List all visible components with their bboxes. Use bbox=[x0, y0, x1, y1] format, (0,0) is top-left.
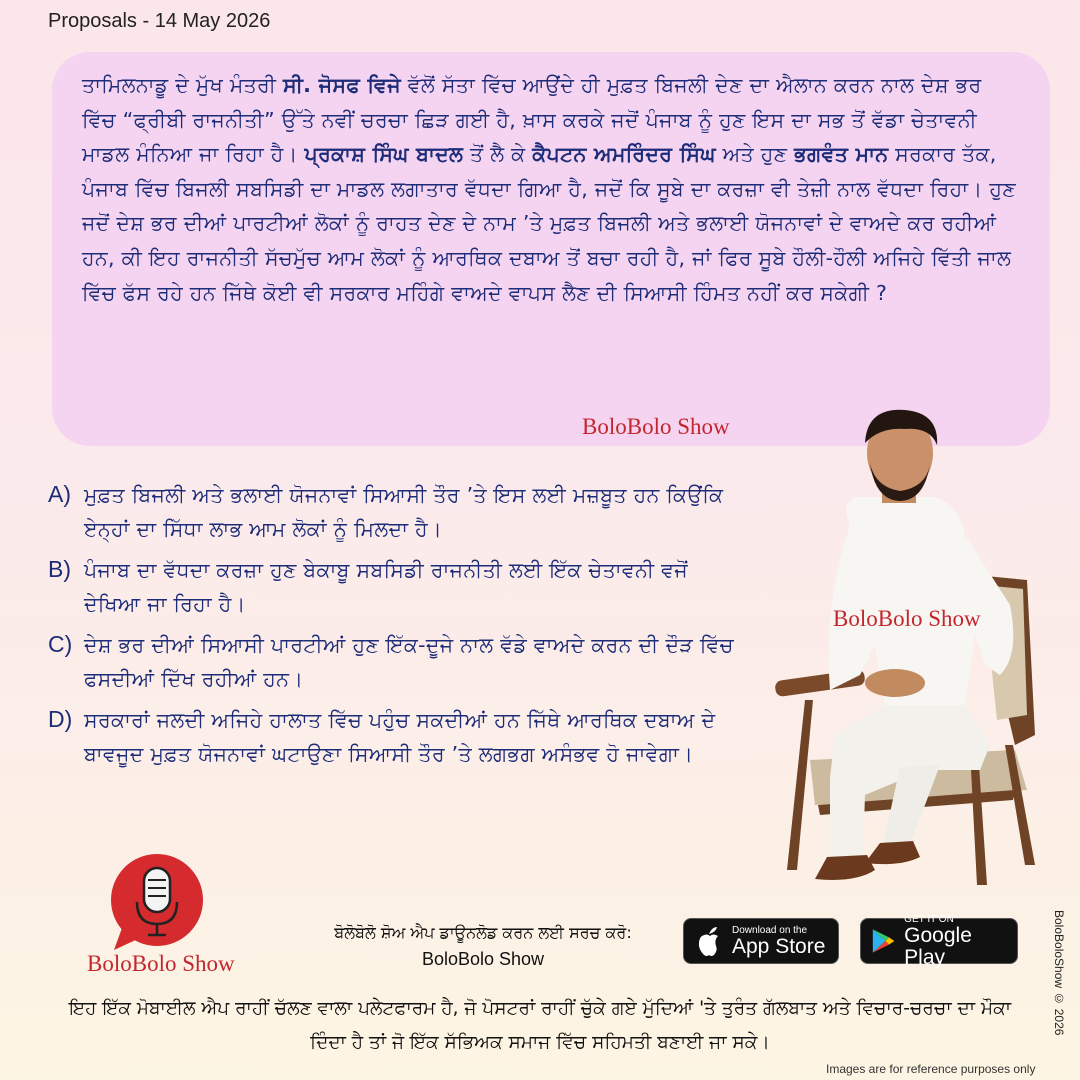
download-instruction bbox=[298, 920, 668, 972]
watermark-figure: BoloBolo Show bbox=[833, 606, 981, 631]
highlight-name: ਕੈਪਟਨ ਅਮਰਿੰਦਰ ਸਿੰਘ bbox=[532, 142, 716, 167]
footer-description: ਇਹ ਇੱਕ ਮੋਬਾਈਲ ਐਪ ਰਾਹੀਂ ਚੱਲਣ ਵਾਲਾ ਪਲੇਟਫਾਰਮ ਹੈ, ਜੋ ਪੋਸਟਰਾਂ ਰਾਹੀਂ ਚੁੱਕੇ ਗਏ ਮੁੱਦਿਆਂ 'ਤੇ ਤੁਰੰਤ ਗੱਲਬਾਤ ਅਤੇ ਵਿਚਾਰ-ਚਰਚਾ ਦਾ ਮੌਕਾ ਦਿੰਦਾ ਹੈ ਤਾਂ ਜੋ ਇੱਕ ਸੱਭਿਅਕ ਸਮਾਜ ਵਿੱਚ ਸਹਿਮਤੀ ਬਣਾਈ ਜਾ ਸਕੇ। bbox=[68, 998, 1012, 1053]
app-store-big-text: App Store bbox=[732, 934, 826, 958]
highlight-name: ਸੀ. ਜੋਸਫ ਵਿਜੇ bbox=[283, 73, 401, 97]
app-store-button[interactable] bbox=[683, 918, 839, 964]
copyright-text: BoloBoloShow © 2026 bbox=[1052, 910, 1066, 1036]
disclaimer-text: Images are for reference purposes only bbox=[826, 1062, 1036, 1076]
post-date: Proposals - 14 May 2026 bbox=[48, 10, 271, 32]
option-c[interactable] bbox=[48, 628, 738, 696]
option-letter: A) bbox=[48, 481, 71, 507]
google-play-big-text: Google Play bbox=[904, 923, 972, 969]
google-play-icon bbox=[871, 926, 896, 956]
option-text: ਸਰਕਾਰਾਂ ਜਲਦੀ ਅਜਿਹੇ ਹਾਲਾਤ ਵਿੱਚ ਪਹੁੰਚ ਸਕਦੀਆਂ ਹਨ ਜਿੱਥੇ ਆਰਥਿਕ ਦਬਾਅ ਦੇ ਬਾਵਜੂਦ ਮੁਫ਼ਤ ਯੋਜਨਾਵਾਂ ਘਟਾਉਣਾ ਸਿਆਸੀ ਤੌਰ ’ਤੇ ਲਗਭਗ ਅਸੰਭਵ ਹੋ ਜਾਵੇਗਾ। bbox=[84, 708, 716, 766]
question-text: ਤਾਮਿਲਨਾਡੂ ਦੇ ਮੁੱਖ ਮੰਤਰੀ ਸੀ. ਜੋਸਫ ਵਿਜੇ ਵੱਲੋਂ ਸੱਤਾ ਵਿੱਚ ਆਉਂਦੇ ਹੀ ਮੁਫ਼ਤ ਬਿਜਲੀ ਦੇਣ ਦਾ ਐਲਾਨ ਕਰਨ ਨਾਲ ਦੇਸ਼ ਭਰ ਵਿੱਚ “ਫ੍ਰੀਬੀ ਰਾਜਨੀਤੀ” ਉੱਤੇ ਨਵੀਂ ਚਰਚਾ ਛਿੜ ਗਈ ਹੈ, ਖ਼ਾਸ ਕਰਕੇ ਜਦੋਂ ਪੰਜਾਬ ਨੂੰ ਹੁਣ ਇਸ ਦਾ ਸਭ ਤੋਂ ਵੱਡਾ ਚੇਤਾਵਨੀ ਮਾਡਲ ਮੰਨਿਆ ਜਾ ਰਿਹਾ ਹੈ। ਪ੍ਰਕਾਸ਼ ਸਿੰਘ ਬਾਦਲ ਤੋਂ ਲੈ ਕੇ ਕੈਪਟਨ ਅਮਰਿੰਦਰ ਸਿੰਘ ਅਤੇ ਹੁਣ ਭਗਵੰਤ ਮਾਨ ਸਰਕਾਰ ਤੱਕ, ਪੰਜਾਬ ਵਿੱਚ ਬਿਜਲੀ ਸਬਸਿਡੀ ਦਾ ਮਾਡਲ ਲਗਾਤਾਰ ਵੱਧਦਾ ਗਿਆ ਹੈ, ਜਦੋਂ ਕਿ ਸੂਬੇ ਦਾ ਕਰਜ਼ਾ ਵੀ ਤੇਜ਼ੀ ਨਾਲ ਵੱਧਦਾ ਰਿਹਾ। ਹੁਣ ਜਦੋਂ ਦੇਸ਼ ਭਰ ਦੀਆਂ ਪਾਰਟੀਆਂ ਲੋਕਾਂ ਨੂੰ ਰਾਹਤ ਦੇਣ ਦੇ ਨਾਮ ’ਤੇ ਮੁਫ਼ਤ ਬਿਜਲੀ ਅਤੇ ਭਲਾਈ ਯੋਜਨਾਵਾਂ ਦੇ ਵਾਅਦੇ ਕਰ ਰਹੀਆਂ ਹਨ, ਕੀ ਇਹ ਰਾਜਨੀਤੀ ਸੱਚਮੁੱਚ ਆਮ ਲੋਕਾਂ ਨੂੰ ਆਰਥਿਕ ਦਬਾਅ ਤੋਂ ਬਚਾ ਰਹੀ ਹੈ, ਜਾਂ ਫਿਰ ਸੂਬੇ ਹੌਲੀ-ਹੌਲੀ ਅਜਿਹੇ ਵਿੱਤੀ ਜਾਲ ਵਿੱਚ ਫੱਸ ਰਹੇ ਹਨ ਜਿੱਥੇ ਕੋਈ ਵੀ ਸਰਕਾਰ ਮਹਿੰਗੇ ਵਾਅਦੇ ਵਾਪਸ ਲੈਣ ਦੀ ਸਿਆਸੀ ਹਿੰਮਤ ਨਹੀਂ ਕਰ ਸਕੇਗੀ ? bbox=[82, 73, 1016, 305]
options-list bbox=[48, 478, 738, 778]
option-text: ਮੁਫ਼ਤ ਬਿਜਲੀ ਅਤੇ ਭਲਾਈ ਯੋਜਨਾਵਾਂ ਸਿਆਸੀ ਤੌਰ ’ਤੇ ਇਸ ਲਈ ਮਜ਼ਬੂਤ ਹਨ ਕਿਉਂਕਿ ਏਨ੍ਹਾਂ ਦਾ ਸਿੱਧਾ ਲਾਭ ਆਮ ਲੋਕਾਂ ਨੂੰ ਮਿਲਦਾ ਹੈ। bbox=[84, 483, 724, 541]
google-play-small-text: GET IT ON bbox=[904, 913, 954, 925]
watermark-question: BoloBolo Show bbox=[582, 414, 730, 439]
option-letter: D) bbox=[48, 706, 73, 732]
download-line: ਬੋਲੋਬੋਲੋ ਸ਼ੋਅ ਐਪ ਡਾਊਨਲੋਡ ਕਰਨ ਲਈ ਸਰਚ ਕਰੋ: bbox=[334, 923, 632, 942]
option-d[interactable] bbox=[48, 703, 738, 771]
highlight-name: ਪ੍ਰਕਾਸ਼ ਸਿੰਘ ਬਾਦਲ bbox=[304, 142, 464, 167]
google-play-button[interactable] bbox=[860, 913, 1018, 969]
option-text: ਪੰਜਾਬ ਦਾ ਵੱਧਦਾ ਕਰਜ਼ਾ ਹੁਣ ਬੇਕਾਬੂ ਸਬਸਿਡੀ ਰਾਜਨੀਤੀ ਲਈ ਇੱਕ ਚੇਤਾਵਨੀ ਵਜੋਂ ਦੇਖਿਆ ਜਾ ਰਿਹਾ ਹੈ। bbox=[84, 558, 688, 616]
highlight-name: ਭਗਵੰਤ ਮਾਨ bbox=[794, 142, 889, 167]
option-a[interactable] bbox=[48, 478, 738, 546]
option-letter: B) bbox=[48, 556, 71, 582]
brand-logo-text: BoloBolo Show bbox=[87, 951, 235, 976]
option-text: ਦੇਸ਼ ਭਰ ਦੀਆਂ ਸਿਆਸੀ ਪਾਰਟੀਆਂ ਹੁਣ ਇੱਕ-ਦੂਜੇ ਨਾਲ ਵੱਡੇ ਵਾਅਦੇ ਕਰਨ ਦੀ ਦੌੜ ਵਿੱਚ ਫਸਦੀਆਂ ਦਿੱਖ ਰਹੀਆਂ ਹਨ। bbox=[84, 633, 734, 691]
apple-icon bbox=[694, 924, 724, 958]
option-letter: C) bbox=[48, 631, 73, 657]
option-b[interactable] bbox=[48, 553, 738, 621]
seated-man-illustration bbox=[735, 405, 1065, 895]
app-store-small-text: Download on the bbox=[732, 924, 808, 936]
question-box bbox=[52, 52, 1050, 446]
app-name: BoloBolo Show bbox=[421, 949, 545, 969]
